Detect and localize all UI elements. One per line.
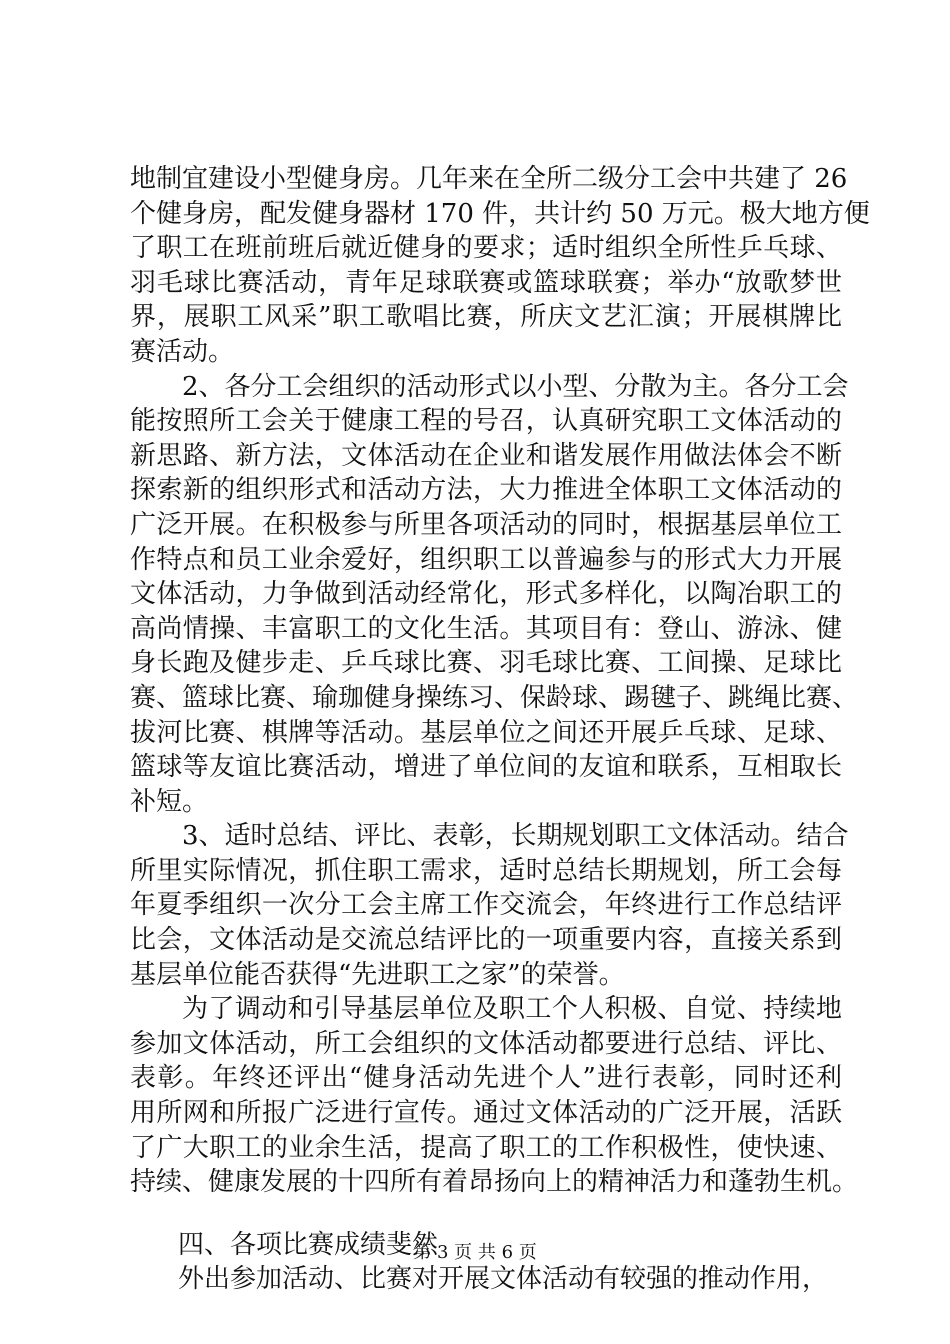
page-footer: 第 3 页 共 6 页 [413,1242,537,1263]
paragraph-1 [130,162,870,370]
text-line: 比会，文体活动是交流总结评比的一项重要内容，直接关系到 [130,925,842,956]
text-line: 表彰。年终还评出“健身活动先进个人”进行表彰，同时还利 [130,1063,842,1094]
text-line: 补短。 [130,786,209,817]
text-line: 赛活动。 [130,336,235,367]
text-line: 年夏季组织一次分工会主席工作交流会，年终进行工作总结评 [130,890,842,921]
text-line: 持续、健康发展的十四所有着昂扬向上的精神活力和蓬勃生机。 [130,1167,859,1198]
paragraph-2 [130,370,859,820]
text-line: 身长跑及健步走、乒乓球比赛、羽毛球比赛、工间操、足球比 [130,648,842,679]
text-line: 羽毛球比赛活动，青年足球联赛或篮球联赛；举办“放歌梦世 [130,267,842,298]
text-line: 参加文体活动，所工会组织的文体活动都要进行总结、评比、 [130,1028,842,1059]
text-line: 拔河比赛、棋牌等活动。基层单位之间还开展乒乓球、足球、 [130,717,842,748]
text-line: 广泛开展。在积极参与所里各项活动的同时，根据基层单位工 [130,509,842,540]
text-line: 个健身房，配发健身器材 170 件，共计约 50 万元。极大地方便 [130,198,870,229]
paragraph-4 [130,992,859,1200]
text-line: 了职工在班前班后就近健身的要求；适时组织全所性乒乓球、 [130,233,842,264]
text-line: 所里实际情况，抓住职工需求，适时总结长期规划，所工会每 [130,855,842,886]
text-line: 赛、篮球比赛、瑜珈健身操练习、保龄球、踢毽子、跳绳比赛、 [130,682,859,713]
text-line: 外出参加活动、比赛对开展文体活动有较强的推动作用， [178,1264,829,1295]
text-line: 作特点和员工业余爱好，组织职工以普遍参与的形式大力开展 [130,544,842,575]
text-line: 2、各分工会组织的活动形式以小型、分散为主。各分工会 [182,371,849,402]
text-line: 能按照所工会关于健康工程的号召，认真研究职工文体活动的 [130,406,842,437]
paragraph-5 [130,1262,842,1297]
section-heading: 四、各项比赛成绩斐然 [178,1229,439,1260]
text-line: 探索新的组织形式和活动方法，大力推进全体职工文体活动的 [130,475,842,506]
paragraph-3 [130,819,849,992]
paragraph-spacer [130,1200,842,1228]
text-line: 了广大职工的业余生活，提高了职工的工作积极性，使快速、 [130,1132,842,1163]
text-line: 3、适时总结、评比、表彰，长期规划职工文体活动。结合 [182,821,849,852]
text-line: 文体活动，力争做到活动经常化，形式多样化，以陶冶职工的 [130,579,842,610]
text-line: 用所网和所报广泛进行宣传。通过文体活动的广泛开展，活跃 [130,1098,842,1129]
text-line: 新思路、新方法，文体活动在企业和谐发展作用做法体会不断 [130,440,842,471]
text-line: 基层单位能否获得“先进职工之家”的荣誉。 [130,959,625,990]
text-line: 界，展职工风采”职工歌唱比赛，所庆文艺汇演；开展棋牌比 [130,302,842,333]
text-line: 篮球等友谊比赛活动，增进了单位间的友谊和联系，互相取长 [130,752,842,783]
text-line: 高尚情操、丰富职工的文化生活。其项目有：登山、游泳、健 [130,613,842,644]
document-body [130,162,870,1297]
text-line: 为了调动和引导基层单位及职工个人积极、自觉、持续地 [182,994,842,1025]
text-line: 地制宜建设小型健身房。几年来在全所二级分工会中共建了 26 [130,164,848,194]
